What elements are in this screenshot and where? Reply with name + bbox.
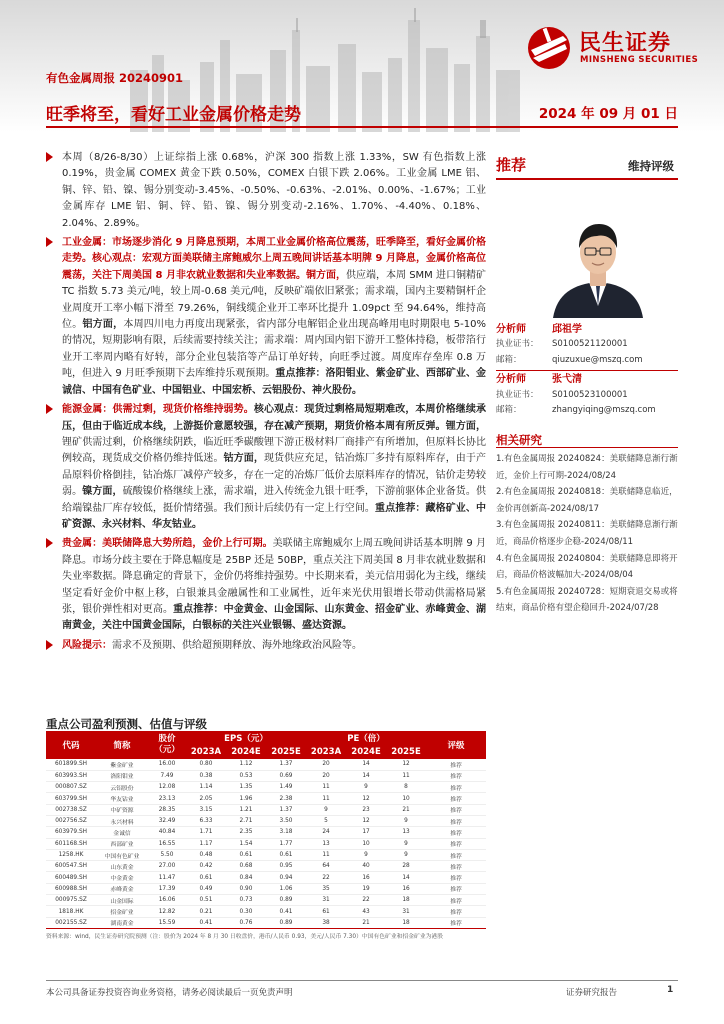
table-cell: 0.95 — [266, 861, 306, 872]
analyst-1-row — [496, 322, 678, 337]
table-cell: 9 — [346, 849, 386, 860]
related-item[interactable]: 1.有色金属周报 20240824：美联储降息渐行渐近，金价上行可期-2024/08/24 — [496, 454, 678, 481]
table-cell: 赤峰黄金 — [96, 883, 148, 894]
table-cell: 603799.SH — [46, 793, 96, 804]
table-cell: 000807.SZ — [46, 782, 96, 793]
table-cell: 推荐 — [426, 827, 486, 838]
table-cell: 22 — [346, 895, 386, 906]
table-cell: 601168.SH — [46, 838, 96, 849]
table-row — [46, 804, 486, 815]
table-cell: 9 — [386, 815, 426, 826]
table-cell: 1.06 — [266, 883, 306, 894]
table-cell: 21 — [346, 917, 386, 928]
table-cell: 10 — [386, 793, 426, 804]
industrial-metals-paragraph — [46, 235, 486, 399]
logo-mark-icon — [523, 24, 575, 70]
table-cell: 推荐 — [426, 782, 486, 793]
table-cell: 23 — [346, 804, 386, 815]
analyst-divider — [496, 370, 678, 371]
table-cell: 0.42 — [186, 861, 226, 872]
table-cell: 11 — [306, 849, 346, 860]
table-cell: 0.48 — [186, 849, 226, 860]
related-research-divider — [496, 447, 678, 448]
table-cell: 12.08 — [148, 782, 186, 793]
table-cell: 24 — [306, 827, 346, 838]
energy-recommend: 重点推荐：藏格矿业、中矿资源、永兴材料、华友钴业。 — [62, 502, 487, 530]
industrial-aluminum-text: 本周四川电力再度出现紧张，省内部分电解铝企业出现高峰用电时期限电 5-10%的情况，短期影响有限，后续需要持续关注；需求端：周内国内铝下游开工整体持稳，板带箔行业开工率周内略有好转，部分企业包装箔等产品订单好转，向旺季过渡。周度库存垒库 0.8 万吨，但进入 9 月旺季预期下去库维持乐观预期。 — [62, 319, 487, 380]
related-item[interactable]: 4.有色金属周报 20240804：美联储降息即将开启，商品价格波幅加大-2024/08/04 — [496, 553, 678, 581]
table-cell: 19 — [346, 883, 386, 894]
industrial-recommend: 重点推荐：洛阳钼业、紫金矿业、西部矿业、金诚信、中国有色矿业、中国铝业、中国宏桥、云铝股份、神火股份。 — [62, 368, 486, 396]
table-row — [46, 917, 486, 928]
table-cell: 0.68 — [226, 861, 266, 872]
analyst-photo — [543, 210, 653, 318]
table-cell: 28 — [386, 861, 426, 872]
table-cell: 0.89 — [266, 917, 306, 928]
analyst-1-name: 邱祖学 — [552, 324, 582, 335]
table-cell: 20 — [306, 770, 346, 781]
table-cell: 16.55 — [148, 838, 186, 849]
table-cell: 12 — [346, 815, 386, 826]
logo-text-cn: 民生证券 — [579, 31, 672, 56]
table-cell: 11 — [306, 793, 346, 804]
table-cell: 1.37 — [266, 759, 306, 770]
table-cell: 金诚信 — [96, 827, 148, 838]
table-row — [46, 782, 486, 793]
table-cell: 31 — [386, 906, 426, 917]
page-number: 1 — [667, 985, 674, 995]
company-logo — [523, 24, 703, 72]
table-cell: 1.71 — [186, 827, 226, 838]
bullet-arrow-icon — [46, 640, 53, 650]
table-cell: 1.54 — [226, 838, 266, 849]
table-cell: 8 — [386, 782, 426, 793]
table-row — [46, 883, 486, 894]
th-pe-2025e: 2025E — [386, 745, 426, 759]
table-cell: 0.41 — [266, 906, 306, 917]
table-cell: 洛阳钼业 — [96, 770, 148, 781]
rating-label: 推荐 — [496, 156, 527, 174]
table-cell: 3.50 — [266, 815, 306, 826]
energy-cobalt-label: 钴方面， — [223, 453, 264, 465]
table-cell: 0.84 — [226, 872, 266, 883]
analyst-2-email[interactable]: zhangyiqing@mszq.com — [552, 405, 656, 416]
table-cell: 华友钴业 — [96, 793, 148, 804]
table-row — [46, 849, 486, 860]
table-cell: 15.59 — [148, 917, 186, 928]
precious-text: 美联储主席鲍威尔上周五晚间讲话基本明牌 9 月降息。市场分歧主要在于降息幅度是 25BP 还是 50BP，重点关注下周美国 8 月非农就业数据和失业率数据。降息确定的背景下，金价仍将维持强势。中长期来看，美元信用弱化为主线，继续坚定看好金价中枢上移，白银兼具金融属性和工业属性，近年来光伏用银增长带动供需格局紧张，银价弹性相对更高。 — [62, 538, 486, 615]
table-cell: 61 — [306, 906, 346, 917]
energy-cobalt-text: 现货供应充足，钴冶炼厂多持有原料库存，由于产品原料价格倒挂，钴冶炼厂减停产较多，存在一定的冶炼厂低价去原料库存的情况，钴价走势较弱。 — [62, 453, 487, 498]
table-cell: 16.00 — [148, 759, 186, 770]
risk-paragraph — [46, 638, 486, 654]
analyst-2-name: 张弋清 — [552, 374, 582, 386]
analyst-1-license: S0100521120001 — [552, 339, 628, 350]
table-cell: 0.90 — [226, 883, 266, 894]
table-cell: 600489.SH — [46, 872, 96, 883]
table-cell: 中矿资源 — [96, 804, 148, 815]
table-cell: 27.00 — [148, 861, 186, 872]
logo-text-en: MINSHENG SECURITIES — [580, 55, 699, 65]
report-title: 旺季将至，看好工业金属价格走势 — [46, 105, 301, 125]
table-cell: 17 — [346, 827, 386, 838]
table-row — [46, 793, 486, 804]
table-cell: 推荐 — [426, 895, 486, 906]
th-name: 简称 — [96, 731, 148, 759]
table-row — [46, 770, 486, 781]
th-eps-2025e: 2025E — [266, 745, 306, 759]
th-price: 股价（元） — [148, 731, 186, 759]
table-cell: 5 — [306, 815, 346, 826]
table-row — [46, 895, 486, 906]
summary-paragraph — [46, 150, 486, 232]
related-item[interactable]: 2.有色金属周报 20240818：美联储降息临近，金价再创新高-2024/08/17 — [496, 487, 678, 514]
table-title: 重点公司盈利预测、估值与评级 — [46, 717, 207, 731]
table-cell: 推荐 — [426, 759, 486, 770]
table-cell: 2.35 — [226, 827, 266, 838]
table-cell: 1.12 — [226, 759, 266, 770]
footer-disclaimer: 本公司具备证券投资咨询业务资格，请务必阅读最后一页免责声明 — [46, 988, 293, 998]
table-cell: 38 — [306, 917, 346, 928]
table-cell: 1.37 — [266, 804, 306, 815]
table-cell: 5.50 — [148, 849, 186, 860]
analyst-2-email-label: 邮箱： — [496, 405, 522, 416]
table-cell: 推荐 — [426, 872, 486, 883]
table-cell: 600547.SH — [46, 861, 96, 872]
table-cell: 31 — [306, 895, 346, 906]
table-cell: 山金国际 — [96, 895, 148, 906]
th-pe-2024e: 2024E — [346, 745, 386, 759]
table-bottom-rule — [46, 928, 486, 929]
table-cell: 1.21 — [226, 804, 266, 815]
table-cell: 0.69 — [266, 770, 306, 781]
table-row — [46, 827, 486, 838]
industrial-aluminum-label: 铝方面， — [82, 319, 124, 331]
table-cell: 64 — [306, 861, 346, 872]
analyst-2-license-label: 执业证书： — [496, 389, 539, 400]
table-cell: 紫金矿业 — [96, 759, 148, 770]
table-cell: 12 — [386, 759, 426, 770]
table-cell: 9 — [386, 838, 426, 849]
th-eps: EPS（元） — [186, 731, 306, 745]
analyst-2-license-row — [496, 388, 678, 403]
table-cell: 9 — [386, 849, 426, 860]
table-cell: 17.39 — [148, 883, 186, 894]
table-cell: 0.61 — [226, 849, 266, 860]
table-cell: 12.82 — [148, 906, 186, 917]
table-cell: 35 — [306, 883, 346, 894]
table-cell: 6.33 — [186, 815, 226, 826]
table-cell: 16 — [386, 883, 426, 894]
table-cell: 0.61 — [186, 872, 226, 883]
table-cell: 云铝股份 — [96, 782, 148, 793]
table-cell: 9 — [346, 782, 386, 793]
table-row — [46, 759, 486, 770]
table-cell: 0.73 — [226, 895, 266, 906]
table-cell: 0.76 — [226, 917, 266, 928]
table-cell: 10 — [346, 838, 386, 849]
table-cell: 14 — [346, 759, 386, 770]
th-pe: PE（倍） — [306, 731, 426, 745]
th-rating: 评级 — [426, 731, 486, 759]
table-cell: 1.14 — [186, 782, 226, 793]
table-cell: 推荐 — [426, 917, 486, 928]
table-cell: 0.80 — [186, 759, 226, 770]
table-cell: 推荐 — [426, 883, 486, 894]
table-cell: 20 — [306, 759, 346, 770]
table-row — [46, 872, 486, 883]
table-cell: 推荐 — [426, 804, 486, 815]
table-cell: 3.15 — [186, 804, 226, 815]
table-cell: 推荐 — [426, 906, 486, 917]
table-cell: 1.49 — [266, 782, 306, 793]
industrial-copper-text: 供应端，本周 SMM 进口铜精矿 TC 指数 5.73 美元/吨，较上周-0.68 美元/吨，反映矿端依旧紧张；需求端，国内主要精铜杆企业周度开工率小幅下滑至 79.26%，铜线缆企业开工率环比提升 1.09pct 至 94.64%，维持高位。 — [62, 269, 486, 331]
th-pe-2023a: 2023A — [306, 745, 346, 759]
table-cell: 14 — [386, 872, 426, 883]
th-code: 代码 — [46, 731, 96, 759]
table-cell: 16 — [346, 872, 386, 883]
table-source-note: 资料来源：wind，民生证券研究院预测（注：股价为 2024 年 8 月 30 日收盘价，港币/人民币 0.93，美元/人民币 7.30）中国有色矿业和招金矿业为港股 — [46, 934, 444, 940]
table-cell: 43 — [346, 906, 386, 917]
energy-lithium-label: 锂方面， — [445, 420, 487, 432]
table-cell: 000975.SZ — [46, 895, 96, 906]
table-cell: 2.71 — [226, 815, 266, 826]
precious-recommend: 重点推荐：中金黄金、山金国际、山东黄金、招金矿业、赤峰黄金、湖南黄金，关注中国黄金国际，白银标的关注兴业银锡、盛达资源。 — [62, 603, 487, 632]
related-item[interactable]: 3.有色金属周报 20240811：美联储降息渐行渐近，商品价格逐步企稳-2024/08/11 — [496, 520, 678, 547]
table-cell: 2.05 — [186, 793, 226, 804]
analyst-2-license: S0100523100001 — [552, 389, 628, 400]
table-cell: 0.38 — [186, 770, 226, 781]
analyst-2-role: 分析师 — [496, 374, 526, 386]
energy-headline: 能源金属：供需过剩，现货价格维持弱势。 — [62, 404, 254, 416]
table-cell: 7.49 — [148, 770, 186, 781]
report-body — [46, 150, 486, 657]
table-cell: 13 — [386, 827, 426, 838]
table-cell: 1.17 — [186, 838, 226, 849]
bullet-arrow-icon — [46, 538, 53, 548]
table-cell: 永兴材料 — [96, 815, 148, 826]
table-cell: 11.47 — [148, 872, 186, 883]
related-research-list — [496, 451, 678, 617]
analyst-1-email-label: 邮箱： — [496, 354, 522, 365]
precious-metals-paragraph — [46, 536, 486, 634]
table-cell: 1.96 — [226, 793, 266, 804]
analyst-2-row — [496, 372, 678, 387]
table-cell: 40 — [346, 861, 386, 872]
table-cell: 603979.SH — [46, 827, 96, 838]
analyst-1-email-row — [496, 353, 678, 368]
table-cell: 002756.SZ — [46, 815, 96, 826]
table-row — [46, 906, 486, 917]
rating-box — [496, 150, 678, 180]
energy-nickel-label: 镍方面， — [82, 486, 123, 498]
table-cell: 12 — [346, 793, 386, 804]
report-date: 2024 年 09 月 01 日 — [538, 106, 678, 122]
table-cell: 中国有色矿业 — [96, 849, 148, 860]
table-cell: 23.13 — [148, 793, 186, 804]
analyst-1-email[interactable]: qiuzuxue@mszq.com — [552, 354, 643, 365]
table-cell: 11 — [306, 782, 346, 793]
table-cell: 山东黄金 — [96, 861, 148, 872]
related-item[interactable]: 5.有色金属周报 20240728：短期衰退交易或将结束，商品价格有望企稳回升-2024/07/28 — [496, 586, 678, 614]
table-cell: 002155.SZ — [46, 917, 96, 928]
table-body — [46, 759, 486, 928]
bullet-arrow-icon — [46, 404, 53, 414]
table-cell: 0.51 — [186, 895, 226, 906]
table-cell: 湖南黄金 — [96, 917, 148, 928]
analyst-info — [496, 322, 678, 418]
precious-headline: 贵金属：美联储降息大势所趋，金价上行可期。 — [62, 538, 273, 550]
table-cell: 推荐 — [426, 793, 486, 804]
forecast-table — [46, 731, 486, 929]
table-cell: 9 — [306, 804, 346, 815]
bullet-arrow-icon — [46, 237, 53, 247]
table-cell: 13 — [306, 838, 346, 849]
table-cell: 0.61 — [266, 849, 306, 860]
table-cell: 002738.SZ — [46, 804, 96, 815]
table-cell: 40.84 — [148, 827, 186, 838]
table-cell: 0.49 — [186, 883, 226, 894]
table-cell: 1258.HK — [46, 849, 96, 860]
table-row — [46, 838, 486, 849]
analyst-1-license-label: 执业证书： — [496, 339, 539, 350]
table-cell: 1.35 — [226, 782, 266, 793]
table-cell: 603993.SH — [46, 770, 96, 781]
table-cell: 0.89 — [266, 895, 306, 906]
table-cell: 2.38 — [266, 793, 306, 804]
footer-divider — [46, 980, 678, 981]
energy-lithium-text: 锂矿供需过剩，价格继续阴跌，临近旺季碳酸锂下游正极材料厂商排产有所增加，但原料长协比例较高，现货成交价格仍维持低迷。 — [62, 436, 486, 465]
risk-text: 需求不及预期、供给超预期释放、海外地缘政治风险等。 — [112, 639, 362, 651]
table-cell: 推荐 — [426, 838, 486, 849]
table-cell: 推荐 — [426, 815, 486, 826]
related-research-title: 相关研究 — [496, 433, 542, 447]
table-cell: 601899.SH — [46, 759, 96, 770]
table-cell: 西部矿业 — [96, 838, 148, 849]
risk-label: 风险提示： — [62, 639, 112, 651]
analyst-2-email-row — [496, 403, 678, 418]
table-cell: 招金矿业 — [96, 906, 148, 917]
table-cell: 0.94 — [266, 872, 306, 883]
table-cell: 600988.SH — [46, 883, 96, 894]
table-cell: 11 — [386, 770, 426, 781]
table-row — [46, 861, 486, 872]
th-eps-2023a: 2023A — [186, 745, 226, 759]
table-cell: 32.49 — [148, 815, 186, 826]
table-cell: 推荐 — [426, 849, 486, 860]
table-cell: 0.41 — [186, 917, 226, 928]
table-cell: 0.30 — [226, 906, 266, 917]
industrial-headline: 工业金属：市场逐步消化 9 月降息预期，本周工业金属价格高位震荡，旺季降至，看好金属价格走势。核心观点：宏观方面美联储主席鲍威尔上周五晚间讲话基本明牌 9 月降息，金属价格高位震荡，关注下周美国 8 月非农就业数据和失业率数据。铜方面， — [62, 237, 486, 281]
table-cell: 推荐 — [426, 770, 486, 781]
table-cell: 16.06 — [148, 895, 186, 906]
table-cell: 18 — [386, 895, 426, 906]
table-cell: 0.53 — [226, 770, 266, 781]
table-cell: 21 — [386, 804, 426, 815]
energy-metals-paragraph — [46, 402, 486, 533]
table-cell: 1.77 — [266, 838, 306, 849]
energy-nickel-text: 硫酸镍价格继续上涨，需求端，进入传统金九银十旺季，下游前驱体企业备货。供给端镍盐厂库存较低，挺价情绪强。我们预计后续仍有一定上行空间。 — [62, 486, 487, 514]
footer-doc-type: 证券研究报告 — [566, 988, 618, 998]
th-eps-2024e: 2024E — [226, 745, 266, 759]
table-cell: 3.18 — [266, 827, 306, 838]
header-divider — [46, 126, 678, 128]
table-cell: 28.35 — [148, 804, 186, 815]
table-cell: 1818.HK — [46, 906, 96, 917]
table-row — [46, 815, 486, 826]
energy-core-view: 核心观点：现货过剩格局短期难改，本周价格继续承压，但由于临近成本线，上游挺价意愿较强，存在减产预期，期货价格本周有所反弹。 — [62, 404, 487, 432]
summary-text: 本周（8/26-8/30）上证综指上涨 0.68%，沪深 300 指数上涨 1.33%，SW 有色指数上涨 0.19%，贵金属 COMEX 黄金下跌 0.50%，COMEX 白银下跌 2.06%。工业金属 LME 铝、铜、锌、铅、镍、锡分别变动-3.45%、-0.50%、-0.63%、-2.01%、0.00%、-1.67%；工业金属库存 LME 铝、铜、锌、铅、镍、锡分别变动-2.16%、1.70%、-4.40%、0.18%、2.04%、2.89%。 — [62, 152, 486, 229]
table-cell: 推荐 — [426, 861, 486, 872]
report-series: 有色金属周报 20240901 — [46, 71, 184, 85]
table-cell: 22 — [306, 872, 346, 883]
analyst-1-role: 分析师 — [496, 324, 526, 335]
rating-status: 维持评级 — [628, 159, 674, 173]
bullet-arrow-icon — [46, 152, 53, 162]
analyst-1-license-row — [496, 337, 678, 352]
table-cell: 0.21 — [186, 906, 226, 917]
table-cell: 14 — [346, 770, 386, 781]
table-cell: 18 — [386, 917, 426, 928]
table-cell: 中金黄金 — [96, 872, 148, 883]
